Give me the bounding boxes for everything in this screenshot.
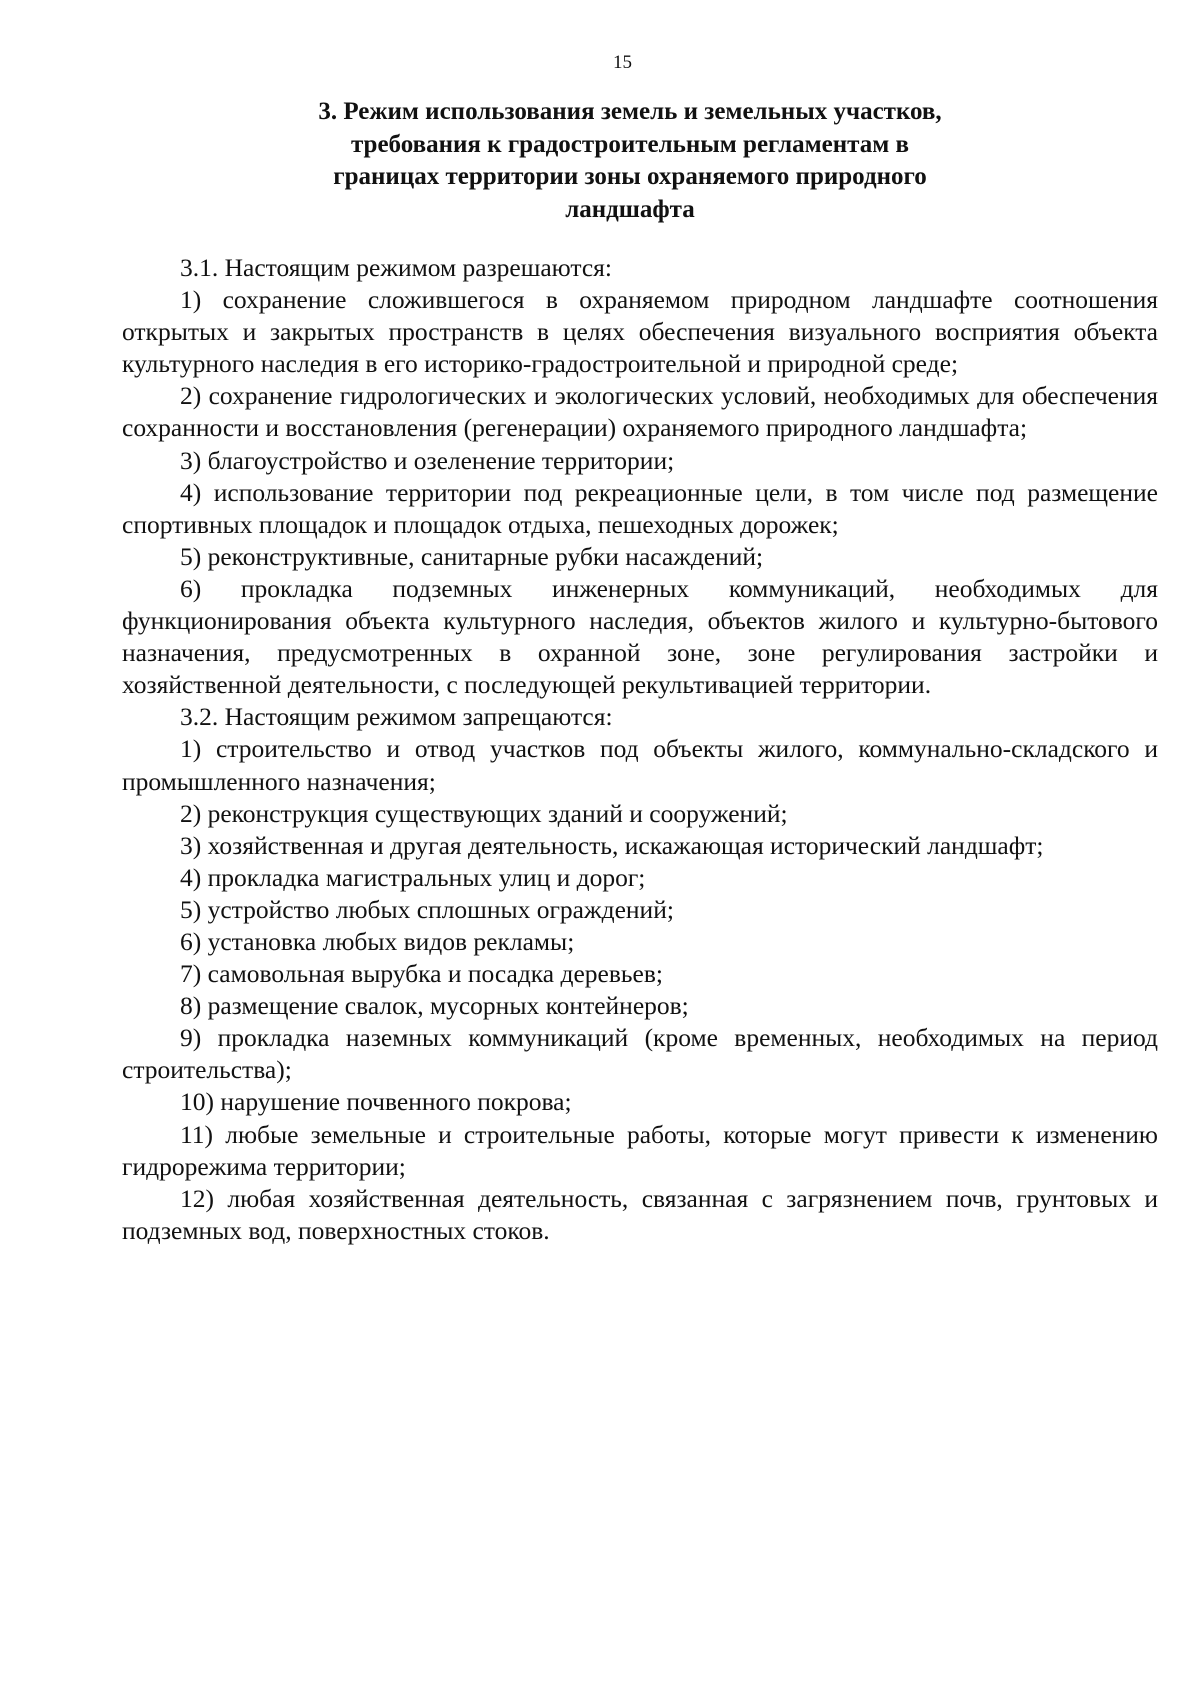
prohibited-item: 3) хозяйственная и другая деятельность, искажающая исторический ландшафт; xyxy=(180,830,1044,860)
allowed-item: 3) благоустройство и озеленение территории; xyxy=(180,445,675,475)
prohibited-item: 4) прокладка магистральных улиц и дорог; xyxy=(180,862,646,892)
allowed-item: 1) сохранение сложившегося в охраняемом природном ландшафте соотношения открытых и закрытых пространств в целях обеспечения визуального восприятия объекта культурного наследия в его историко-градостроительной и природной среде; xyxy=(122,285,1158,379)
prohibited-item: 7) самовольная вырубка и посадка деревьев; xyxy=(180,959,663,989)
allowed-item: 6) прокладка подземных инженерных коммуникаций, необходимых для функционирования объекта культурного наследия, объектов жилого и культурно-бытового назначения, предусмотренных в охранной зоне, зоне регулирования застройки и хозяйственной деятельности, с последующей рекультивацией территории. xyxy=(122,573,1158,700)
prohibited-item: 10) нарушение почвенного покрова; xyxy=(180,1087,572,1117)
section-title: 3. Режим использования земель и земельных участков, требования к градостроительным регламентам в границах территории зоны охраняемого природного ландшафта xyxy=(318,98,942,223)
prohibited-item: 8) размещение свалок, мусорных контейнеров; xyxy=(180,991,689,1021)
document-body xyxy=(122,252,1158,1247)
prohibited-item: 6) установка любых видов рекламы; xyxy=(180,926,575,956)
prohibited-item: 2) реконструкция существующих зданий и сооружений; xyxy=(180,798,788,828)
allowed-heading: 3.1. Настоящим режимом разрешаются: xyxy=(180,253,612,282)
prohibited-item: 5) устройство любых сплошных ограждений; xyxy=(180,894,674,924)
allowed-item: 2) сохранение гидрологических и экологических условий, необходимых для обеспечения сохранности и восстановления (регенерации) охраняемого природного ландшафта; xyxy=(122,381,1158,443)
prohibited-item: 11) любые земельные и строительные работы, которые могут привести к изменению гидрорежима территории; xyxy=(122,1119,1158,1181)
allowed-item: 4) использование территории под рекреационные цели, в том числе под размещение спортивных площадок и площадок отдыха, пешеходных дорожек; xyxy=(122,477,1158,539)
page-number: 15 xyxy=(613,52,632,73)
prohibited-item: 1) строительство и отвод участков под объекты жилого, коммунально-складского и промышленного назначения; xyxy=(122,734,1158,796)
prohibited-item: 9) прокладка наземных коммуникаций (кроме временных, необходимых на период строительства); xyxy=(122,1023,1158,1085)
allowed-item: 5) реконструктивные, санитарные рубки насаждений; xyxy=(180,541,764,571)
prohibited-heading: 3.2. Настоящим режимом запрещаются: xyxy=(180,702,613,732)
prohibited-item: 12) любая хозяйственная деятельность, связанная с загрязнением почв, грунтовых и подземных вод, поверхностных стоков. xyxy=(122,1183,1158,1245)
